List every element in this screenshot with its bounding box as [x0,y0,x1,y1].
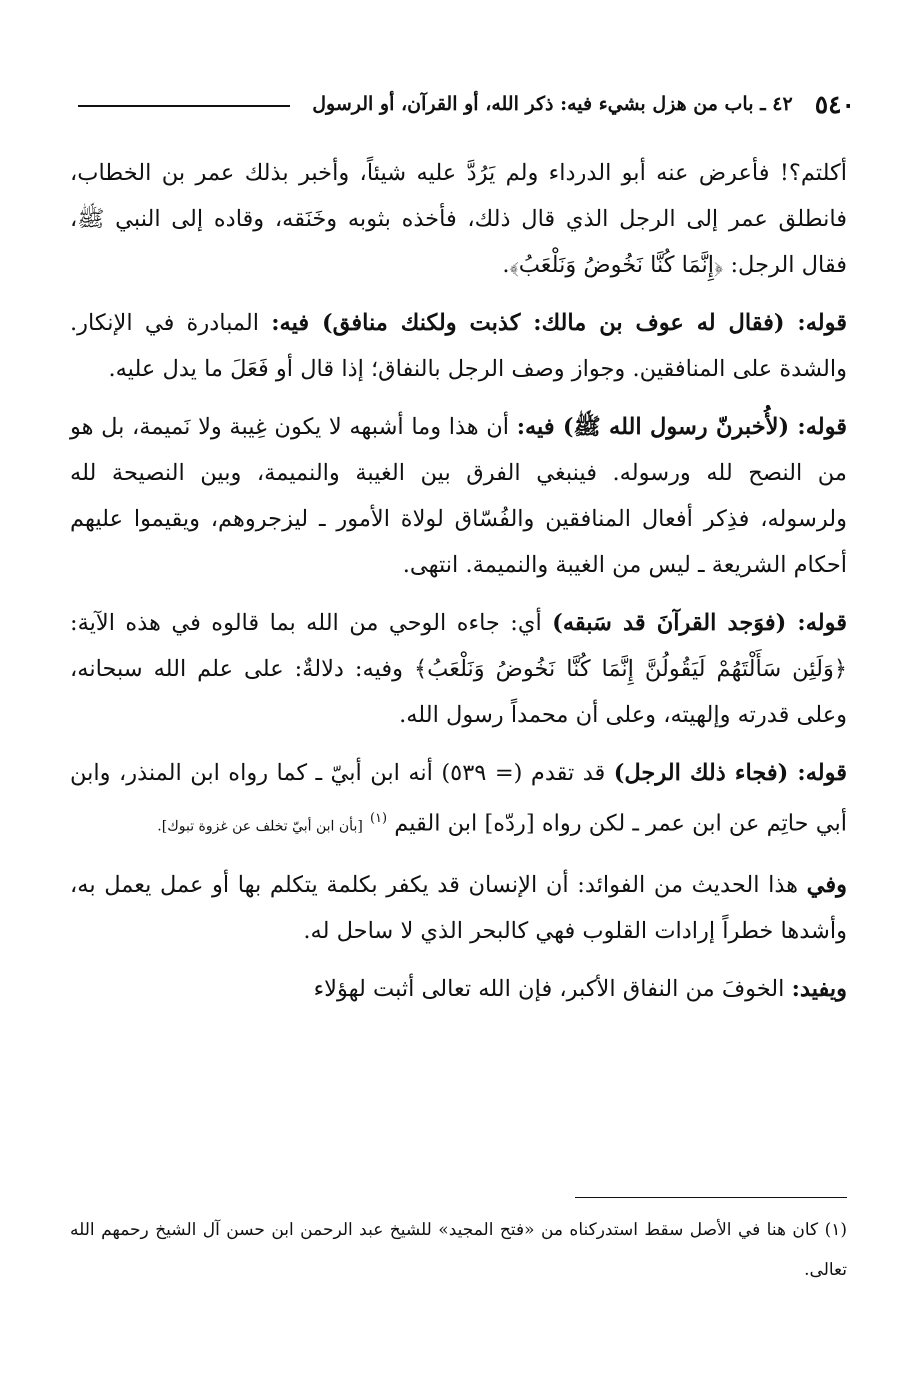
paragraph-lead: قوله: (فجاء ذلك الرجل) [613,760,847,786]
footnote-reference: (١) [369,811,388,826]
paragraph-text: أي: جاءه الوحي من الله بما قالوه في هذه الآية: ﴿وَلَئِن سَأَلْتَهُمْ لَيَقُولُنَّ إِنَّمَا كُنَّا نَخُوضُ وَنَلْعَبُ﴾ وفيه: دلالةٌ: على علم الله سبحانه، وعلى قدرته وإلهيته، وعلى أن محمداً رسول الله. [70,610,847,728]
paragraph [70,966,847,1012]
header-rule [78,105,290,107]
paragraph-text: الخوفَ من النفاق الأكبر، فإن الله تعالى أثبت لهؤلاء [313,975,785,1002]
page-number: ٥٤٠ [814,89,855,119]
running-header [78,82,855,126]
paragraph [70,600,847,738]
paragraph [70,300,847,392]
paragraph-text: أن هذا وما أشبهه لا يكون غِيبة ولا نَميمة، بل هو من النصح لله ورسوله. فينبغي الفرق بين الغيبة والنميمة، وبين النصيحة لله ولرسوله، فذِكر أفعال المنافقين والفُسّاق لولاة الأمور ـ ليزجروهم، ويقيموا عليهم أحكام الشريعة ـ ليس من الغيبة والنميمة. انتهى. [70,414,847,578]
paragraph-lead: قوله: (فوَجد القرآنَ قد سَبقه) [552,610,847,636]
inline-bracket-note: [بأن ابن أبيّ تخلف عن غزوة تبوك]. [157,818,363,835]
paragraph-lead: قوله: (لأُخبرنّ رسول الله ﷺ) فيه: [516,414,848,440]
paragraph [70,862,847,954]
footnote-number: (١) [824,1220,847,1240]
paragraph [70,404,847,588]
footnotes [70,1210,847,1290]
paragraph-text: قد تقدم (= ٥٣٩) أنه ابن أبيّ ـ كما رواه ابن المنذر، وابن أبي حاتِم عن ابن عمر ـ لكن رواه [ردّه] ابن القيم [70,760,847,837]
main-text [70,150,847,1024]
footnote-text: كان هنا في الأصل سقط استدركناه من «فتح المجيد» للشيخ عبد الرحمن ابن حسن آل الشيخ رحمهم الله تعالى. [70,1220,847,1280]
paragraph-lead: وفي [806,871,848,898]
paragraph-text: المبادرة في الإنكار. والشدة على المنافقين. وجواز وصف الرجل بالنفاق؛ إذا قال أو فَعَلَ ما يدل عليه. [70,310,847,382]
paragraph-text: هذا الحديث من الفوائد: أن الإنسان قد يكفر بكلمة يتكلم بها أو عمل يعمل به، وأشدها خطراً إرادات القلوب فهي كالبحر الذي لا ساحل له. [70,871,847,944]
paragraph [70,150,847,288]
footnote-rule [575,1197,847,1198]
paragraph-lead: ويفيد: [791,975,847,1002]
paragraph-text: أكلتم؟! فأعرض عنه أبو الدرداء ولم يَرُدَّ عليه شيئاً، وأخبر بذلك عمر بن الخطاب، فانطلق عمر إلى الرجل الذي قال ذلك، فأخذه بثوبه وخَنَقه، وقاده إلى النبي ﷺ، فقال الرجل: ﴿إِنَّمَا كُنَّا نَخُوضُ وَنَلْعَبُ﴾. [70,160,847,278]
footnote [70,1210,847,1290]
paragraph-lead: قوله: (فقال له عوف بن مالك: كذبت ولكنك منافق) فيه: [271,310,848,336]
paragraph [70,750,847,850]
chapter-title: ٤٢ ـ باب من هزل بشيء فيه: ذكر الله، أو القرآن، أو الرسول [312,93,793,115]
